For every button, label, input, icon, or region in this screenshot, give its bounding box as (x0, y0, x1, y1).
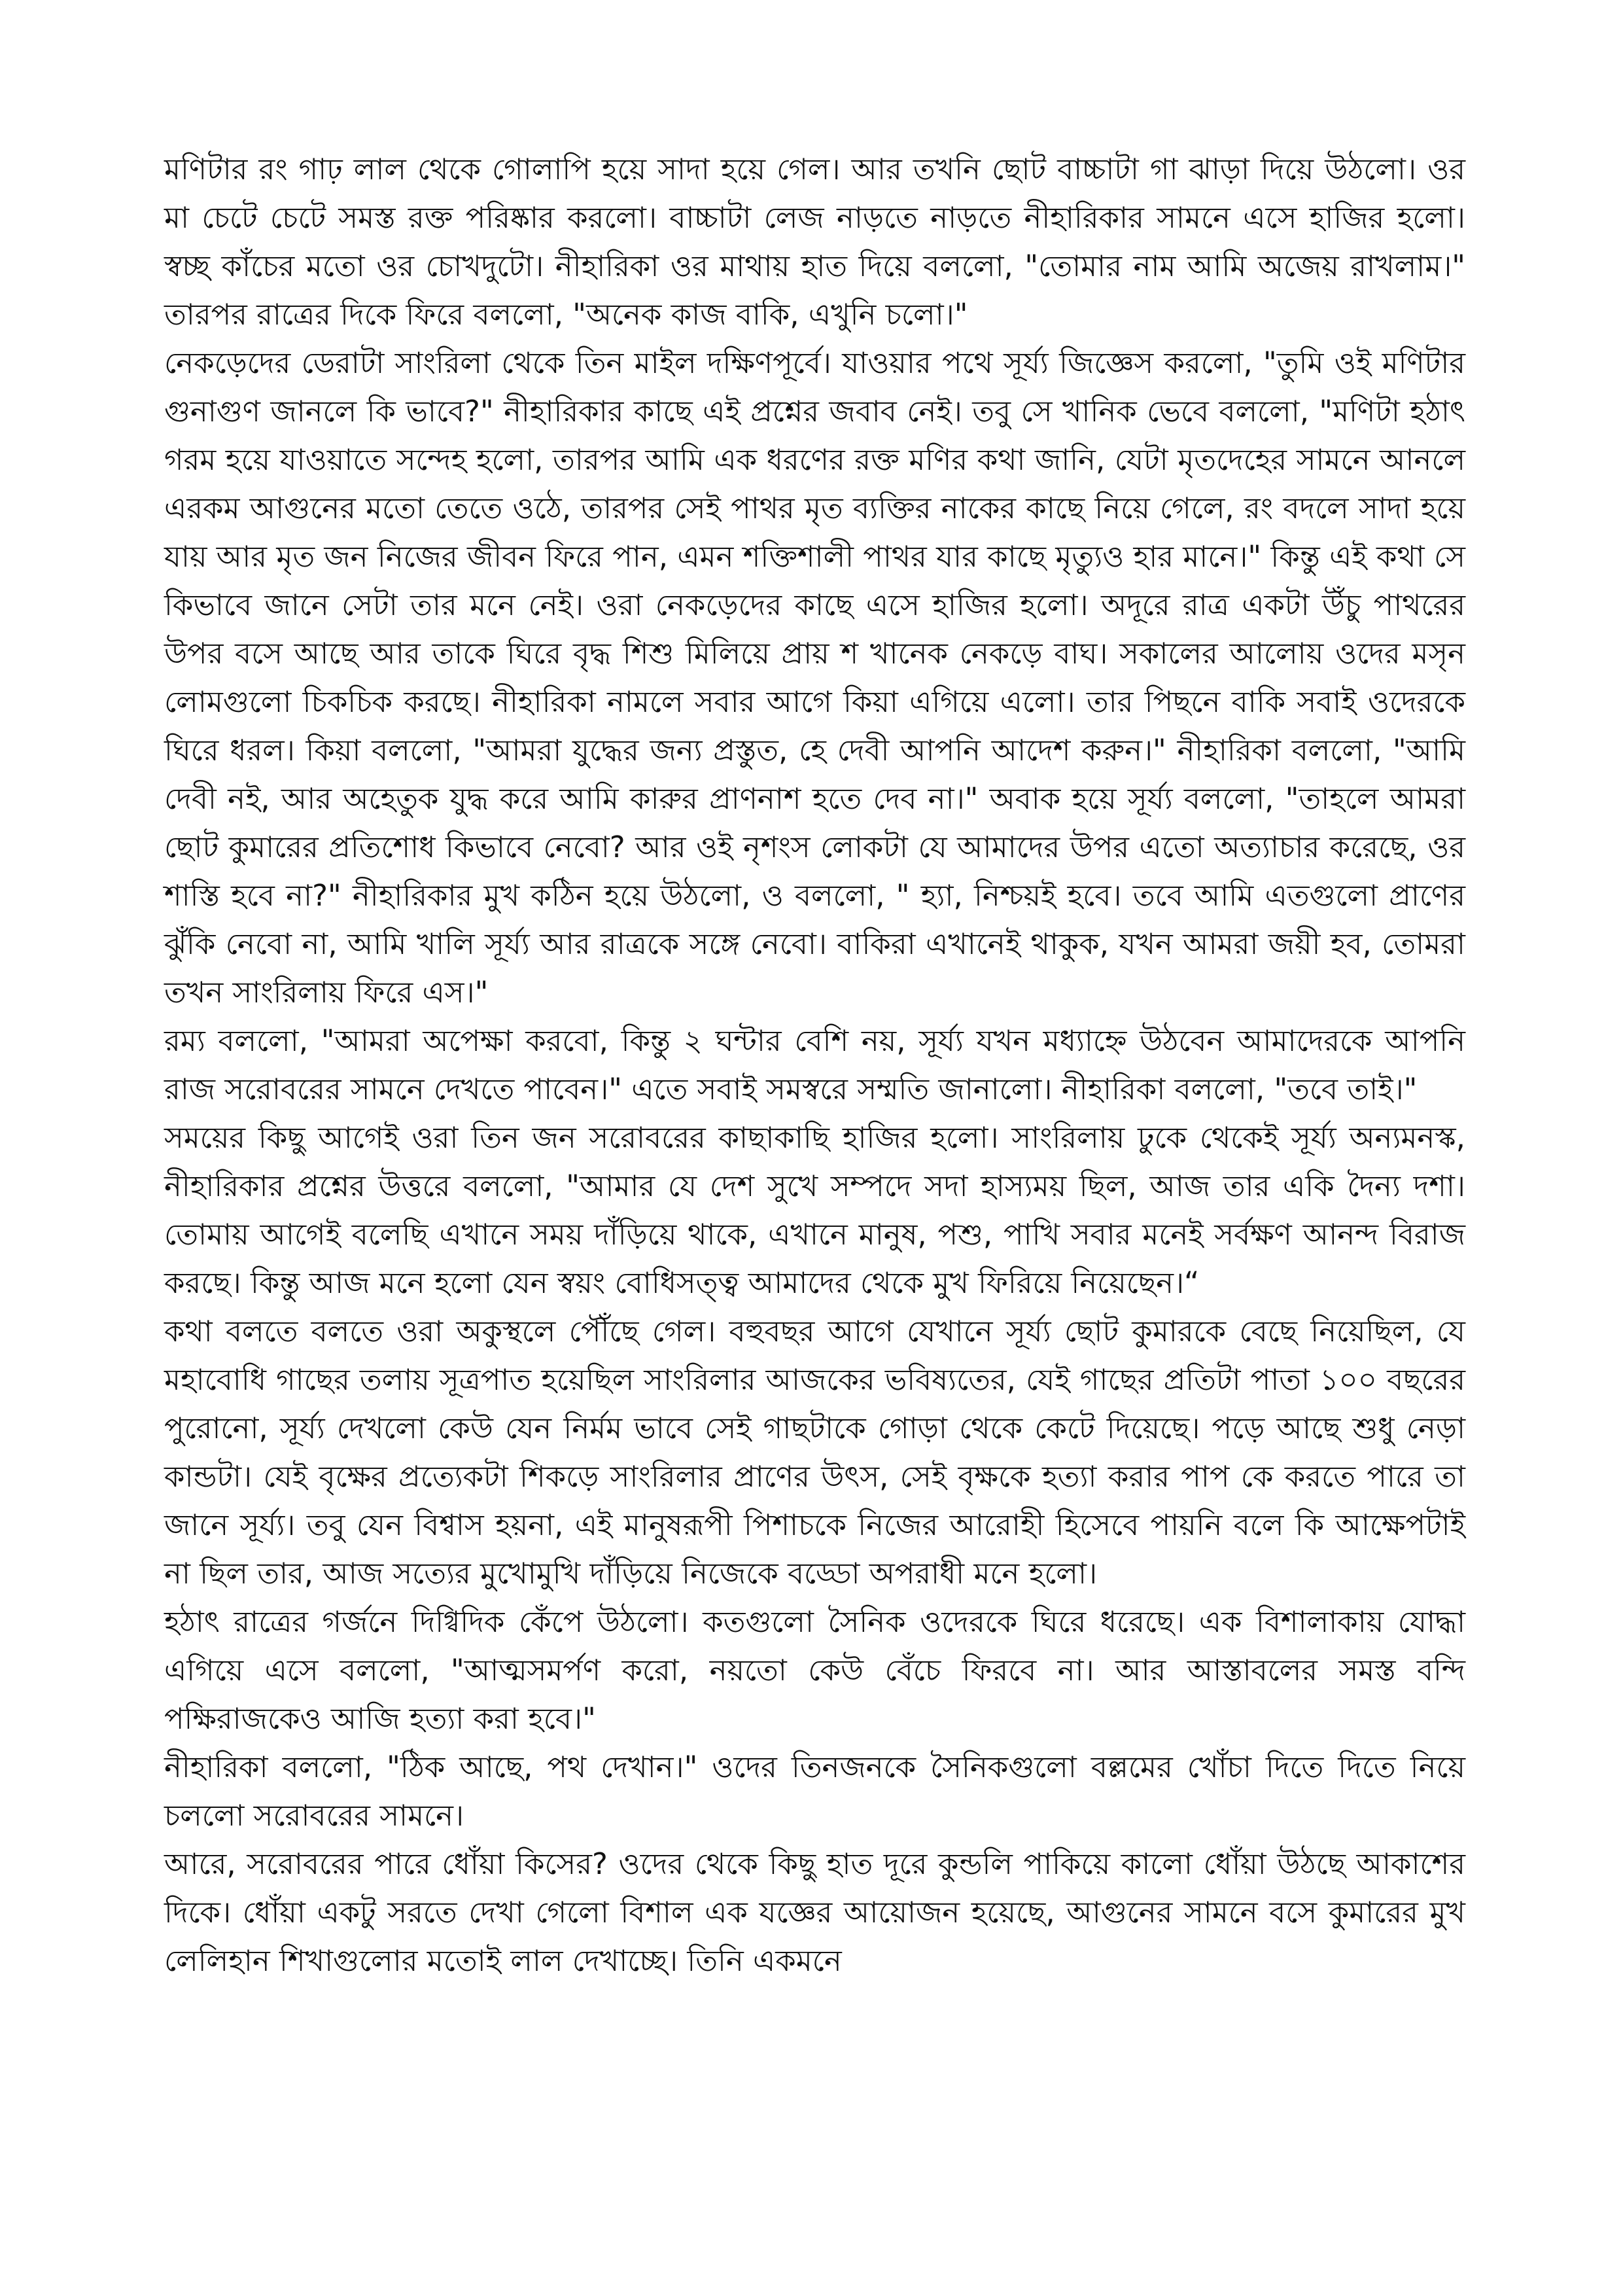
body-text (164, 145, 1465, 1985)
paragraph: কথা বলতে বলতে ওরা অকুস্থলে পৌঁছে গেল। বহুবছর আগে যেখানে সূর্য্য ছোট কুমারকে বেছে নিয়েছিল, যে মহাবোধি গাছের তলায় সূত্রপাত হয়েছিল সাংরিলার আজকের ভবিষ্যতের, যেই গাছের প্রতিটা পাতা ১০০ বছরের পুরোনো, সূর্য্য দেখলো কেউ যেন নির্মম ভাবে সেই গাছটাকে গোড়া থেকে কেটে দিয়েছে। পড়ে আছে শুধু নেড়া কান্ডটা। যেই বৃক্ষের প্রত্যেকটা শিকড়ে সাংরিলার প্রাণের উৎস, সেই বৃক্ষকে হত্যা করার পাপ কে করতে পারে তা জানে সূর্য্য। তবু যেন বিশ্বাস হয়না, এই মানুষরূপী পিশাচকে নিজের আরোহী হিসেবে পায়নি বলে কি আক্ষেপটাই না ছিল তার, আজ সত্যের মুখোমুখি দাঁড়িয়ে নিজেকে বড্ডো অপরাধী মনে হলো। (164, 1314, 1465, 1591)
paragraph: সময়ের কিছু আগেই ওরা তিন জন সরোবরের কাছাকাছি হাজির হলো। সাংরিলায় ঢুকে থেকেই সূর্য্য অন্যমনস্ক, নীহারিকার প্রশ্নের উত্তরে বললো, "আমার যে দেশ সুখে সম্পদে সদা হাস্যময় ছিল, আজ তার একি দৈন্য দশা। তোমায় আগেই বলেছি এখানে সময় দাঁড়িয়ে থাকে, এখানে মানুষ, পশু, পাখি সবার মনেই সর্বক্ষণ আনন্দ বিরাজ করছে। কিন্তু আজ মনে হলো যেন স্বয়ং বোধিসত্ত্ব আমাদের থেকে মুখ ফিরিয়ে নিয়েছেন।“ (164, 1120, 1465, 1300)
paragraph: হঠাৎ রাত্রের গর্জনে দিগ্বিদিক কেঁপে উঠলো। কতগুলো সৈনিক ওদেরকে ঘিরে ধরেছে। এক বিশালাকায় যোদ্ধা এগিয়ে এসে বললো, "আত্মসমর্পণ করো, নয়তো কেউ বেঁচে ফিরবে না। আর আস্তাবলের সমস্ত বন্দি পক্ষিরাজকেও আজি হত্যা করা হবে।" (164, 1604, 1465, 1736)
paragraph: নেকড়েদের ডেরাটা সাংরিলা থেকে তিন মাইল দক্ষিণপূর্বে। যাওয়ার পথে সূর্য্য জিজ্ঞেস করলো, "তুমি ওই মণিটার গুনাগুণ জানলে কি ভাবে?" নীহারিকার কাছে এই প্রশ্নের জবাব নেই। তবু সে খানিক ভেবে বললো, "মণিটা হঠাৎ গরম হয়ে যাওয়াতে সন্দেহ হলো, তারপর আমি এক ধরণের রক্ত মণির কথা জানি, যেটা মৃতদেহের সামনে আনলে এরকম আগুনের মতো তেতে ওঠে, তারপর সেই পাথর মৃত ব্যক্তির নাকের কাছে নিয়ে গেলে, রং বদলে সাদা হয়ে যায় আর মৃত জন নিজের জীবন ফিরে পান, এমন শক্তিশালী পাথর যার কাছে মৃত্যুও হার মানে।" কিন্তু এই কথা সে কিভাবে জানে সেটা তার মনে নেই। ওরা নেকড়েদের কাছে এসে হাজির হলো। অদূরে রাত্র একটা উঁচু পাথরের উপর বসে আছে আর তাকে ঘিরে বৃদ্ধ শিশু মিলিয়ে প্রায় শ খানেক নেকড়ে বাঘ। সকালের আলোয় ওদের মসৃন লোমগুলো চিকচিক করছে। নীহারিকা নামলে সবার আগে কিয়া এগিয়ে এলো। তার পিছনে বাকি সবাই ওদেরকে ঘিরে ধরল। কিয়া বললো, "আমরা যুদ্ধের জন্য প্রস্তুত, হে দেবী আপনি আদেশ করুন।" নীহারিকা বললো, "আমি দেবী নই, আর অহেতুক যুদ্ধ করে আমি কারুর প্রাণনাশ হতে দেব না।" অবাক হয়ে সূর্য্য বললো, "তাহলে আমরা ছোট কুমারের প্রতিশোধ কিভাবে নেবো? আর ওই নৃশংস লোকটা যে আমাদের উপর এতো অত্যাচার করেছে, ওর শাস্তি হবে না?" নীহারিকার মুখ কঠিন হয়ে উঠলো, ও বললো, " হ্যা, নিশ্চয়ই হবে। তবে আমি এতগুলো প্রাণের ঝুঁকি নেবো না, আমি খালি সূর্য্য আর রাত্রকে সঙ্গে নেবো। বাকিরা এখানেই থাকুক, যখন আমরা জয়ী হব, তোমরা তখন সাংরিলায় ফিরে এস।" (164, 345, 1465, 1010)
paragraph: মণিটার রং গাঢ় লাল থেকে গোলাপি হয়ে সাদা হয়ে গেল। আর তখনি ছোট বাচ্চাটা গা ঝাড়া দিয়ে উঠলো। ওর মা চেটে চেটে সমস্ত রক্ত পরিষ্কার করলো। বাচ্চাটা লেজ নাড়তে নাড়তে নীহারিকার সামনে এসে হাজির হলো। স্বচ্ছ কাঁচের মতো ওর চোখদুটো। নীহারিকা ওর মাথায় হাত দিয়ে বললো, "তোমার নাম আমি অজেয় রাখলাম।" তারপর রাত্রের দিকে ফিরে বললো, "অনেক কাজ বাকি, এখুনি চলো।" (164, 152, 1465, 332)
paragraph: আরে, সরোবরের পারে ধোঁয়া কিসের? ওদের থেকে কিছু হাত দূরে কুন্ডলি পাকিয়ে কালো ধোঁয়া উঠছে আকাশের দিকে। ধোঁয়া একটু সরতে দেখা গেলো বিশাল এক যজ্ঞের আয়োজন হয়েছে, আগুনের সামনে বসে কুমারের মুখ লেলিহান শিখাগুলোর মতোই লাল দেখাচ্ছে। তিনি একমনে (164, 1846, 1465, 1978)
paragraph: নীহারিকা বললো, "ঠিক আছে, পথ দেখান।" ওদের তিনজনকে সৈনিকগুলো বল্লমের খোঁচা দিতে দিতে নিয়ে চললো সরোবরের সামনে। (164, 1750, 1465, 1833)
paragraph: রম্য বললো, "আমরা অপেক্ষা করবো, কিন্তু ২ ঘন্টার বেশি নয়, সূর্য্য যখন মধ্যাহ্নে উঠবেন আমাদেরকে আপনি রাজ সরোবরের সামনে দেখতে পাবেন।" এতে সবাই সমস্বরে সম্মতি জানালো। নীহারিকা বললো, "তবে তাই।" (164, 1023, 1465, 1106)
